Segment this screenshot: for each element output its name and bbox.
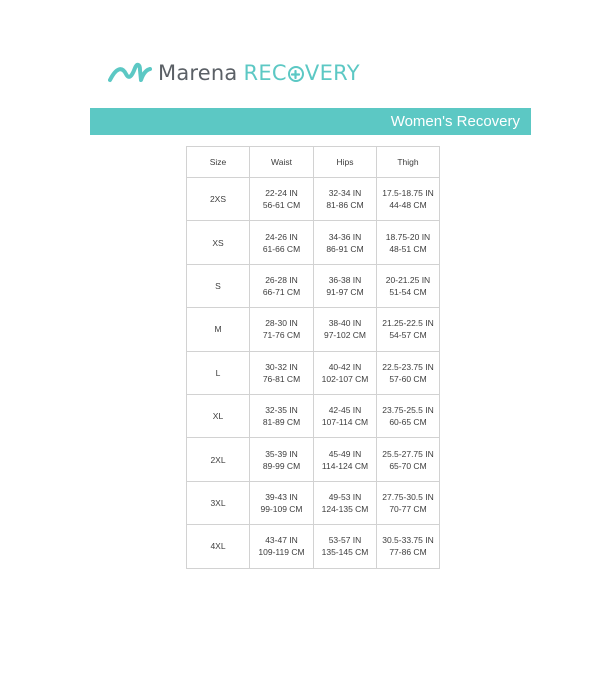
thigh-cell	[377, 351, 440, 394]
category-banner	[90, 108, 531, 135]
waist-cell	[250, 264, 314, 307]
hips-cell-line-2: 102-107 CM	[321, 373, 369, 384]
plus-circle-icon	[288, 66, 304, 82]
hips-cell-line-1: 45-49 IN	[328, 448, 362, 459]
thigh-cell	[377, 221, 440, 264]
hips-cell	[314, 438, 377, 481]
brand-logo	[108, 60, 360, 86]
hips-cell	[314, 394, 377, 437]
thigh-cell-line-2: 48-51 CM	[389, 243, 427, 254]
hips-cell	[314, 351, 377, 394]
size-chart-table	[186, 146, 440, 569]
wave-m-icon	[108, 60, 152, 86]
hips-cell-line-2: 97-102 CM	[323, 330, 367, 341]
waist-cell-line-1: 26-28 IN	[265, 274, 298, 285]
waist-cell-line-1: 30-32 IN	[265, 361, 298, 372]
waist-cell	[250, 308, 314, 351]
waist-cell-line-1: 39-43 IN	[265, 491, 298, 502]
size-cell	[187, 394, 250, 437]
waist-cell	[250, 221, 314, 264]
thigh-cell	[377, 394, 440, 437]
table-row	[187, 221, 440, 264]
waist-cell-line-2: 109-119 CM	[258, 547, 305, 558]
hips-cell-line-2: 124-135 CM	[321, 503, 369, 514]
size-cell-line-1: 2XL	[210, 454, 226, 465]
hips-cell-line-1: 38-40 IN	[328, 318, 362, 329]
thigh-cell-line-2: 65-70 CM	[389, 460, 427, 471]
hips-cell-line-1: 53-57 IN	[328, 535, 362, 546]
waist-cell	[250, 438, 314, 481]
hips-cell-line-2: 91-97 CM	[326, 286, 364, 297]
hips-cell-line-1: 32-34 IN	[328, 188, 362, 199]
hips-cell	[314, 178, 377, 221]
thigh-cell	[377, 481, 440, 524]
waist-cell-line-2: 66-71 CM	[262, 286, 301, 297]
hips-cell-line-1: 49-53 IN	[328, 491, 362, 502]
hips-cell-line-1: 40-42 IN	[328, 361, 362, 372]
thigh-cell	[377, 308, 440, 351]
table-row	[187, 264, 440, 307]
size-cell-line-1: 3XL	[210, 497, 226, 508]
thigh-cell-line-1: 23.75-25.5 IN	[382, 405, 434, 416]
thigh-cell-line-2: 57-60 CM	[389, 373, 427, 384]
table-row	[187, 525, 440, 568]
thigh-cell	[377, 264, 440, 307]
waist-cell	[250, 481, 314, 524]
thigh-cell-line-1: 30.5-33.75 IN	[382, 535, 434, 546]
waist-cell-line-2: 99-109 CM	[260, 503, 303, 514]
header-size: Size	[187, 147, 250, 178]
hips-cell	[314, 308, 377, 351]
header-thigh: Thigh	[377, 147, 440, 178]
waist-cell-line-1: 24-26 IN	[265, 231, 298, 242]
table-row	[187, 438, 440, 481]
brand-name: Marena	[158, 61, 238, 85]
waist-cell	[250, 394, 314, 437]
hips-cell-line-1: 42-45 IN	[328, 405, 362, 416]
thigh-cell-line-2: 70-77 CM	[389, 503, 427, 514]
waist-cell	[250, 351, 314, 394]
thigh-cell-line-2: 51-54 CM	[389, 286, 427, 297]
size-cell	[187, 221, 250, 264]
table-row	[187, 178, 440, 221]
waist-cell-line-1: 43-47 IN	[265, 535, 298, 546]
waist-cell-line-2: 81-89 CM	[262, 417, 301, 428]
size-cell	[187, 525, 250, 568]
hips-cell	[314, 525, 377, 568]
header-waist: Waist	[250, 147, 314, 178]
thigh-cell-line-1: 27.75-30.5 IN	[382, 491, 434, 502]
thigh-cell	[377, 525, 440, 568]
waist-cell-line-2: 61-66 CM	[262, 243, 301, 254]
size-cell	[187, 438, 250, 481]
hips-cell-line-2: 86-91 CM	[326, 243, 364, 254]
brand-suffix-end: VERY	[304, 61, 360, 85]
waist-cell-line-2: 89-99 CM	[262, 460, 301, 471]
thigh-cell-line-2: 44-48 CM	[389, 200, 427, 211]
waist-cell-line-1: 28-30 IN	[265, 318, 298, 329]
thigh-cell-line-1: 21.25-22.5 IN	[382, 318, 434, 329]
size-cell	[187, 308, 250, 351]
hips-cell-line-1: 34-36 IN	[328, 231, 362, 242]
thigh-cell-line-2: 77-86 CM	[389, 547, 427, 558]
size-cell	[187, 481, 250, 524]
table-header-row	[187, 147, 440, 178]
waist-cell-line-1: 35-39 IN	[265, 448, 298, 459]
size-cell-line-1: L	[215, 367, 221, 378]
size-cell-line-1: M	[214, 324, 222, 335]
hips-cell	[314, 481, 377, 524]
thigh-cell-line-1: 22.5-23.75 IN	[382, 361, 434, 372]
waist-cell-line-2: 56-61 CM	[262, 200, 301, 211]
thigh-cell-line-1: 18.75-20 IN	[385, 231, 431, 242]
waist-cell	[250, 525, 314, 568]
banner-title: Women's Recovery	[390, 113, 520, 130]
thigh-cell-line-2: 54-57 CM	[389, 330, 427, 341]
waist-cell-line-2: 76-81 CM	[262, 373, 301, 384]
size-cell-line-1: 2XS	[209, 194, 227, 205]
header-hips: Hips	[314, 147, 377, 178]
thigh-cell	[377, 438, 440, 481]
size-cell-line-1: XL	[212, 411, 224, 422]
waist-cell-line-1: 22-24 IN	[265, 188, 298, 199]
hips-cell-line-2: 107-114 CM	[321, 417, 369, 428]
table-row	[187, 394, 440, 437]
waist-cell-line-2: 71-76 CM	[262, 330, 301, 341]
table-row	[187, 481, 440, 524]
waist-cell-line-1: 32-35 IN	[265, 405, 298, 416]
size-cell-line-1: 4XL	[210, 541, 226, 552]
size-cell	[187, 178, 250, 221]
hips-cell-line-2: 135-145 CM	[321, 547, 369, 558]
size-cell-line-1: XS	[212, 237, 224, 248]
brand-suffix	[243, 61, 359, 85]
hips-cell	[314, 221, 377, 264]
hips-cell-line-2: 81-86 CM	[326, 200, 364, 211]
thigh-cell-line-1: 25.5-27.75 IN	[382, 448, 434, 459]
hips-cell-line-1: 36-38 IN	[328, 274, 362, 285]
thigh-cell-line-1: 17.5-18.75 IN	[382, 188, 434, 199]
table-row	[187, 308, 440, 351]
thigh-cell-line-2: 60-65 CM	[389, 417, 427, 428]
hips-cell-line-2: 114-124 CM	[321, 460, 369, 471]
table-row	[187, 351, 440, 394]
size-cell	[187, 264, 250, 307]
brand-suffix-start: REC	[243, 61, 287, 85]
thigh-cell	[377, 178, 440, 221]
waist-cell	[250, 178, 314, 221]
hips-cell	[314, 264, 377, 307]
thigh-cell-line-1: 20-21.25 IN	[385, 274, 431, 285]
size-cell	[187, 351, 250, 394]
size-cell-line-1: S	[215, 280, 221, 291]
